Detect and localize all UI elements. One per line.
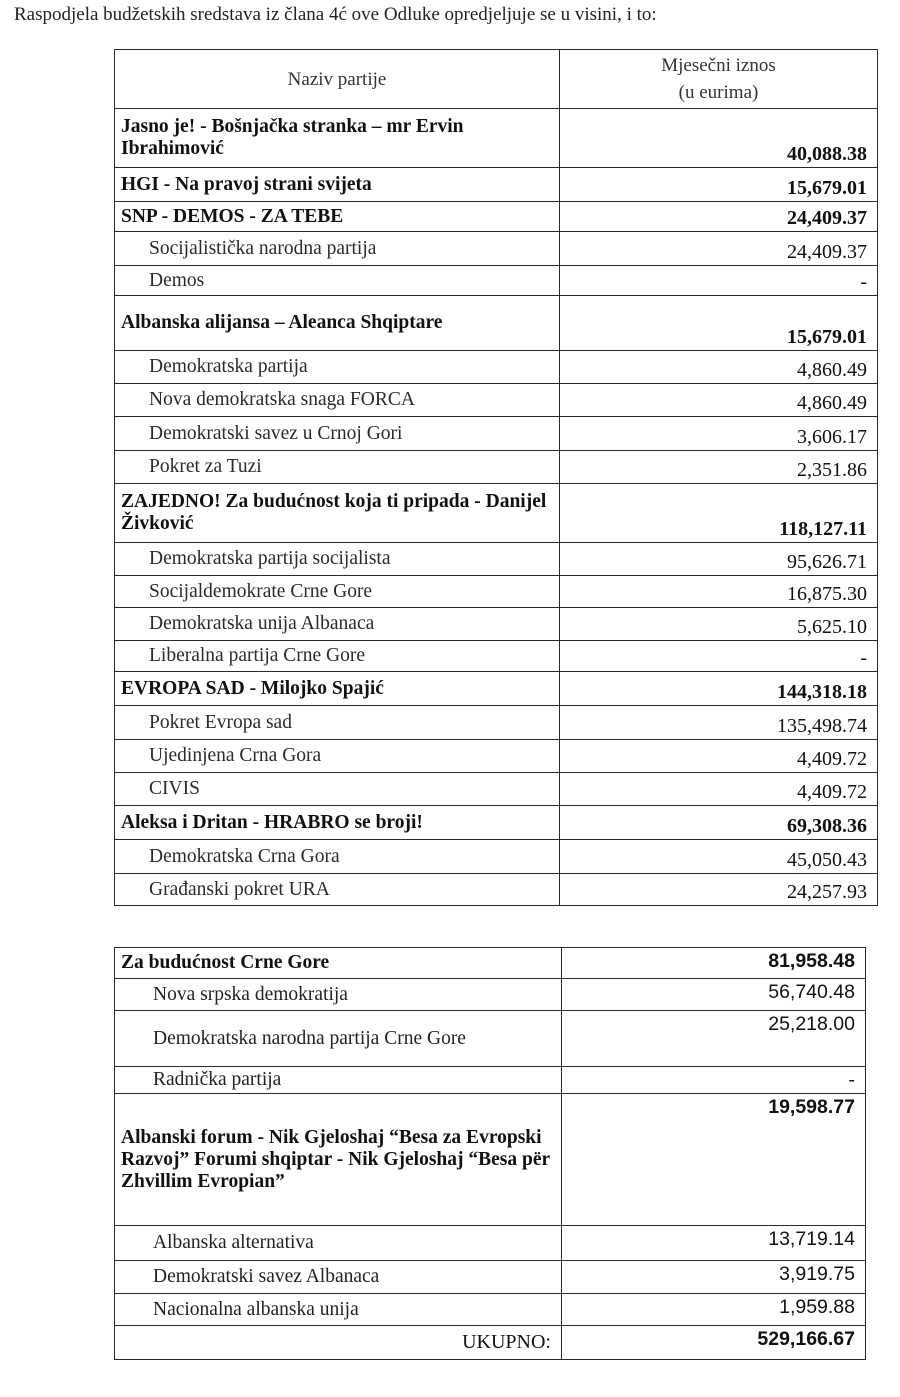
party-name: Ujedinjena Crna Gora [115,740,560,773]
header-party-name: Naziv partije [115,50,560,109]
party-name: Demokratska Crna Gora [115,840,560,874]
party-name: EVROPA SAD - Milojko Spajić [115,672,560,706]
monthly-amount: 45,050.43 [560,840,878,874]
party-name: Socijalistička narodna partija [115,232,560,266]
party-name: Demokratska partija socijalista [115,543,560,576]
party-name: CIVIS [115,773,560,806]
monthly-amount: 24,257.93 [560,874,878,906]
monthly-amount: 1,959.88 [562,1294,866,1326]
party-name: Albanska alijansa – Aleanca Shqiptare [115,296,560,351]
party-name: Albanska alternativa [115,1226,562,1261]
member-party-row [115,706,878,740]
monthly-amount: 56,740.48 [562,979,866,1011]
party-name: Za budućnost Crne Gore [115,948,562,979]
member-party-row [115,840,878,874]
party-name: Albanski forum - Nik Gjeloshaj “Besa za Evropski Razvoj” Forumi shqiptar - Nik Gjeloshaj “Besa për Zhvillim Evropian” [115,1094,562,1226]
monthly-amount: - [562,1067,866,1094]
member-party-row [115,384,878,417]
monthly-amount: 25,218.00 [562,1011,866,1067]
total-amount: 529,166.67 [562,1326,866,1360]
header-amount-line1: Mjesečni iznos [661,55,776,76]
party-name: Nacionalna albanska unija [115,1294,562,1326]
member-party-row [115,740,878,773]
party-row [115,806,878,840]
party-row [115,948,866,979]
party-name: Pokret Evropa sad [115,706,560,740]
party-row [115,109,878,168]
party-name: Demokratska partija [115,351,560,384]
monthly-amount: 118,127.11 [560,484,878,543]
monthly-amount: 24,409.37 [560,232,878,266]
party-name: SNP - DEMOS - ZA TEBE [115,202,560,232]
monthly-amount: 144,318.18 [560,672,878,706]
party-row [115,296,878,351]
party-name: Demokratski savez u Crnoj Gori [115,417,560,451]
party-name: Jasno je! - Bošnjačka stranka – mr Ervin Ibrahimović [115,109,560,168]
table-header-row [115,50,878,109]
monthly-amount: 69,308.36 [560,806,878,840]
member-party-row [115,576,878,608]
member-party-row [115,266,878,296]
party-row [115,672,878,706]
budget-table-2 [114,947,866,1360]
member-party-row [115,1226,866,1261]
party-name: Demos [115,266,560,296]
member-party-row [115,979,866,1011]
party-name: Građanski pokret URA [115,874,560,906]
header-monthly-amount [560,50,878,109]
party-name: Nova srpska demokratija [115,979,562,1011]
member-party-row [115,417,878,451]
intro-text: Raspodjela budžetskih sredstava iz člana 4ć ove Odluke opredjeljuje se u visini, i to: [14,4,657,25]
monthly-amount: - [560,266,878,296]
member-party-row [115,1261,866,1294]
party-row [115,202,878,232]
monthly-amount: 95,626.71 [560,543,878,576]
monthly-amount: 19,598.77 [562,1094,866,1226]
monthly-amount: 24,409.37 [560,202,878,232]
monthly-amount: 40,088.38 [560,109,878,168]
party-row [115,484,878,543]
member-party-row [115,874,878,906]
total-row [115,1326,866,1360]
party-name: Socijaldemokrate Crne Gore [115,576,560,608]
monthly-amount: 4,860.49 [560,384,878,417]
party-name: Pokret za Tuzi [115,451,560,484]
member-party-row [115,451,878,484]
monthly-amount: 13,719.14 [562,1226,866,1261]
monthly-amount: 81,958.48 [562,948,866,979]
total-label: UKUPNO: [115,1326,562,1360]
monthly-amount: 5,625.10 [560,608,878,641]
monthly-amount: 16,875.30 [560,576,878,608]
budget-table-1 [114,49,878,906]
member-party-row [115,1294,866,1326]
monthly-amount: 15,679.01 [560,296,878,351]
party-name: HGI - Na pravoj strani svijeta [115,168,560,202]
monthly-amount: 135,498.74 [560,706,878,740]
party-name: Liberalna partija Crne Gore [115,641,560,672]
header-amount-line2: (u eurima) [678,82,759,103]
party-name: Radnička partija [115,1067,562,1094]
monthly-amount: - [560,641,878,672]
party-name: Nova demokratska snaga FORCA [115,384,560,417]
party-name: Demokratski savez Albanaca [115,1261,562,1294]
party-name: Demokratska narodna partija Crne Gore [115,1011,562,1067]
party-name: Aleksa i Dritan - HRABRO se broji! [115,806,560,840]
monthly-amount: 3,919.75 [562,1261,866,1294]
monthly-amount: 4,860.49 [560,351,878,384]
member-party-row [115,641,878,672]
member-party-row [115,608,878,641]
party-name: ZAJEDNO! Za budućnost koja ti pripada - Danijel Živković [115,484,560,543]
party-row [115,1094,866,1226]
monthly-amount: 15,679.01 [560,168,878,202]
monthly-amount: 4,409.72 [560,740,878,773]
monthly-amount: 3,606.17 [560,417,878,451]
party-row [115,168,878,202]
member-party-row [115,1011,866,1067]
monthly-amount: 2,351.86 [560,451,878,484]
member-party-row [115,543,878,576]
member-party-row [115,232,878,266]
member-party-row [115,773,878,806]
monthly-amount: 4,409.72 [560,773,878,806]
party-name: Demokratska unija Albanaca [115,608,560,641]
member-party-row [115,351,878,384]
member-party-row [115,1067,866,1094]
